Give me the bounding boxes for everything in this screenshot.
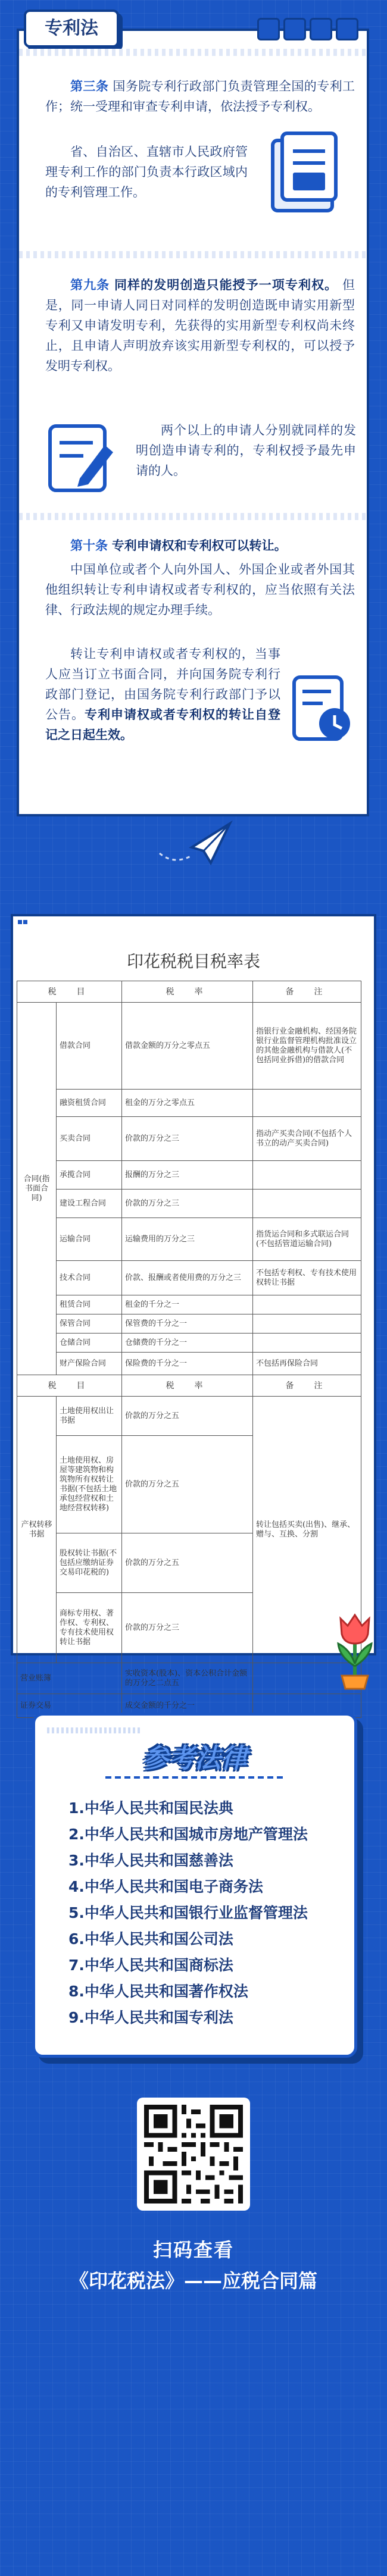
article-10-text2a: 转让专利申请权或者专利权的，当事人应当订立书面合同，并向国务院专利行政部门登记，由国务院专利行政部门予以公告。 — [45, 647, 280, 722]
cell-rate: 价款、报酬或者使用费的万分之三 — [122, 1261, 253, 1295]
group-name-property-transfer: 产权转移书据 — [17, 1397, 57, 1663]
law-item[interactable]: 2.中华人民共和国城市房地产管理法 — [68, 1826, 308, 1843]
article-10-text1: 中国单位或者个人向外国人、外国企业或者外国其他组织转让专利申请权或者专利权的，应当依照有关法律、行政法规的规定办理手续。 — [45, 562, 355, 617]
cell-item: 营业账簿 — [17, 1663, 122, 1694]
article-3-para2 — [45, 142, 248, 202]
cell-rate: 保管费的千分之一 — [122, 1314, 253, 1334]
cell-rate: 运输费用的万分之三 — [122, 1218, 253, 1261]
section-title: 专利法 — [45, 18, 98, 39]
article-3-label: 第三条 — [70, 79, 109, 93]
cell-rate: 价款的万分之三 — [122, 1190, 253, 1218]
cell-item: 借款合同 — [57, 1003, 122, 1090]
patent-law-card — [17, 18, 369, 816]
stripe-divider — [19, 49, 367, 56]
cell-item: 股权转让书据(不包括应缴纳证券交易印花税的) — [57, 1533, 122, 1593]
article-9-label: 第九条 — [70, 278, 110, 292]
article-9-title: 同样的发明创造只能授予一项专利权。 — [114, 278, 338, 292]
cell-item: 运输合同 — [57, 1218, 122, 1261]
cell-item: 租赁合同 — [57, 1295, 122, 1314]
table-row — [17, 1314, 361, 1334]
law-item[interactable]: 6.中华人民共和国公司法 — [68, 1930, 233, 1948]
cell-item: 保管合同 — [57, 1314, 122, 1334]
document-icon — [269, 130, 341, 213]
law-item[interactable]: 3.中华人民共和国慈善法 — [68, 1852, 233, 1869]
table-row — [17, 1161, 361, 1190]
article-3-text2: 省、自治区、直辖市人民政府管理专利工作的部门负责本行政区域内的专利管理工作。 — [45, 145, 248, 199]
cell-rate: 实收资本(股本)、资本公积合计金额的万分之二点五 — [122, 1663, 253, 1694]
table-title: 印花税税目税率表 — [126, 951, 260, 971]
article-9-text2: 两个以上的申请人分别就同样的发明创造申请专利的，专利权授予最先申请的人。 — [136, 423, 356, 478]
article-3-text1: 国务院专利行政部门负责管理全国的专利工作；统一受理和审查专利申请，依法授予专利权。 — [45, 79, 355, 114]
section-title-tab — [24, 10, 119, 48]
article-10-heading — [45, 536, 355, 556]
group-name-contracts: 合同(指书面合同) — [17, 1003, 57, 1375]
article-10-para2 — [45, 644, 280, 745]
cell-rate: 价款的万分之三 — [122, 1593, 253, 1663]
cell-note: 指动产买卖合同(不包括个人书立的动产买卖合同) — [253, 1117, 361, 1161]
cell-item: 承揽合同 — [57, 1161, 122, 1190]
paper-plane-icon — [156, 818, 233, 871]
laws-title: 参考法律 — [142, 1744, 247, 1774]
stripe-divider — [19, 513, 367, 520]
table-row — [17, 1190, 361, 1218]
article-10-title: 专利申请权和专利权可以转让。 — [111, 539, 287, 553]
article-9-text1: 但是，同一申请人同日对同样的发明创造既申请实用新型专利又申请发明专利，先获得的实用新型专利权尚未终止，且申请人声明放弃该实用新型专利权的，可以授予发明专利权。 — [45, 278, 355, 373]
cell-rate: 报酬的万分之三 — [122, 1161, 253, 1190]
cell-note — [253, 1295, 361, 1314]
cell-item: 土地使用权、房屋等建筑物和构筑物所有权转让书据(不包括土地承包经营权和土地经营权转移) — [57, 1436, 122, 1533]
cell-item: 技术合同 — [57, 1261, 122, 1295]
stamp-duty-rate-table — [17, 981, 361, 1718]
cell-note: 指银行业金融机构、经国务院银行业监督管理机构批准设立的其他金融机构与借款人(不包括同业拆借)的借款合同 — [253, 1003, 361, 1090]
cell-note: 不包括专利权、专有技术使用权转让书据 — [253, 1261, 361, 1295]
reference-laws-card — [32, 1713, 357, 2058]
table-row — [17, 1117, 361, 1161]
tulip-icon — [326, 1607, 383, 1690]
law-item[interactable]: 7.中华人民共和国商标法 — [68, 1957, 233, 1974]
cell-item: 仓储合同 — [57, 1334, 122, 1353]
cell-rate: 价款的万分之五 — [122, 1397, 253, 1436]
header-note: 备 注 — [253, 981, 361, 1003]
cell-rate: 借款金额的万分之零点五 — [122, 1003, 253, 1090]
header-rate: 税 率 — [122, 981, 253, 1003]
qr-code-frame — [137, 2098, 250, 2211]
cell-note — [253, 1090, 361, 1117]
cell-item: 商标专用权、著作权、专利权、专有技术使用权转让书据 — [57, 1593, 122, 1663]
cell-rate: 价款的万分之五 — [122, 1533, 253, 1593]
stripe-top — [47, 1727, 142, 1733]
table-row — [17, 1663, 361, 1694]
article-10-label: 第十条 — [70, 539, 108, 553]
table-row — [17, 1261, 361, 1295]
cell-rate: 租金的万分之零点五 — [122, 1090, 253, 1117]
qr-code-icon[interactable] — [144, 2105, 243, 2203]
table-header-row — [17, 1375, 361, 1397]
law-item[interactable]: 1.中华人民共和国民法典 — [68, 1799, 233, 1817]
cell-item: 建设工程合同 — [57, 1190, 122, 1218]
table-row — [17, 1090, 361, 1117]
decorative-tiles — [257, 18, 358, 42]
clock-document-icon — [289, 674, 355, 745]
header-note: 备 注 — [253, 1375, 361, 1397]
cell-item: 证券交易 — [17, 1694, 122, 1718]
stripe-divider — [19, 251, 367, 258]
cell-item: 财产保险合同 — [57, 1353, 122, 1375]
header-item: 税 目 — [17, 1375, 122, 1397]
law-item[interactable]: 5.中华人民共和国银行业监督管理法 — [68, 1904, 308, 1921]
cell-note — [253, 1334, 361, 1353]
cell-item: 融资租赁合同 — [57, 1090, 122, 1117]
cell-rate: 保险费的千分之一 — [122, 1353, 253, 1375]
scan-subtitle: 《印花税法》——应税合同篇 — [69, 2270, 317, 2292]
cell-rate: 价款的万分之三 — [122, 1117, 253, 1161]
article-10-para1 — [45, 559, 355, 620]
table-row — [17, 1334, 361, 1353]
table-row — [17, 1218, 361, 1261]
cell-rate: 租金的千分之一 — [122, 1295, 253, 1314]
law-item[interactable]: 4.中华人民共和国电子商务法 — [68, 1878, 263, 1895]
law-item[interactable]: 8.中华人民共和国著作权法 — [68, 1983, 248, 2000]
cell-rate: 仓储费的千分之一 — [122, 1334, 253, 1353]
cell-note — [253, 1161, 361, 1190]
article-10-text2b: 专利申请权或者专利权的转让自登记之日起生效。 — [45, 708, 280, 742]
cell-note: 指货运合同和多式联运合同(不包括管道运输合同) — [253, 1218, 361, 1261]
table-row — [17, 1353, 361, 1375]
header-rate: 税 率 — [122, 1375, 253, 1397]
header-item: 税 目 — [17, 981, 122, 1003]
table-row — [17, 1397, 361, 1436]
cell-note: 不包括再保险合同 — [253, 1353, 361, 1375]
cell-note — [253, 1314, 361, 1334]
table-row — [17, 1295, 361, 1314]
table-header-row — [17, 981, 361, 1003]
scan-prompt: 扫码查看 — [152, 2239, 234, 2261]
article-9-para2 — [136, 420, 356, 481]
cell-note-transfer: 转让包括买卖(出售)、继承、赠与、互换、分割 — [253, 1397, 361, 1663]
law-item[interactable]: 9.中华人民共和国专利法 — [68, 2009, 233, 2026]
cell-item: 买卖合同 — [57, 1117, 122, 1161]
cell-item: 土地使用权出让书据 — [57, 1397, 122, 1436]
cell-rate: 成交金额的千分之一 — [122, 1694, 253, 1718]
title-underline — [105, 1776, 284, 1779]
article-9-para1 — [45, 275, 355, 376]
article-3-para1 — [45, 76, 355, 117]
cell-note — [253, 1190, 361, 1218]
table-row — [17, 1003, 361, 1090]
cell-rate: 价款的万分之五 — [122, 1436, 253, 1533]
decorative-tiles — [18, 920, 30, 929]
edit-document-icon — [45, 421, 119, 495]
